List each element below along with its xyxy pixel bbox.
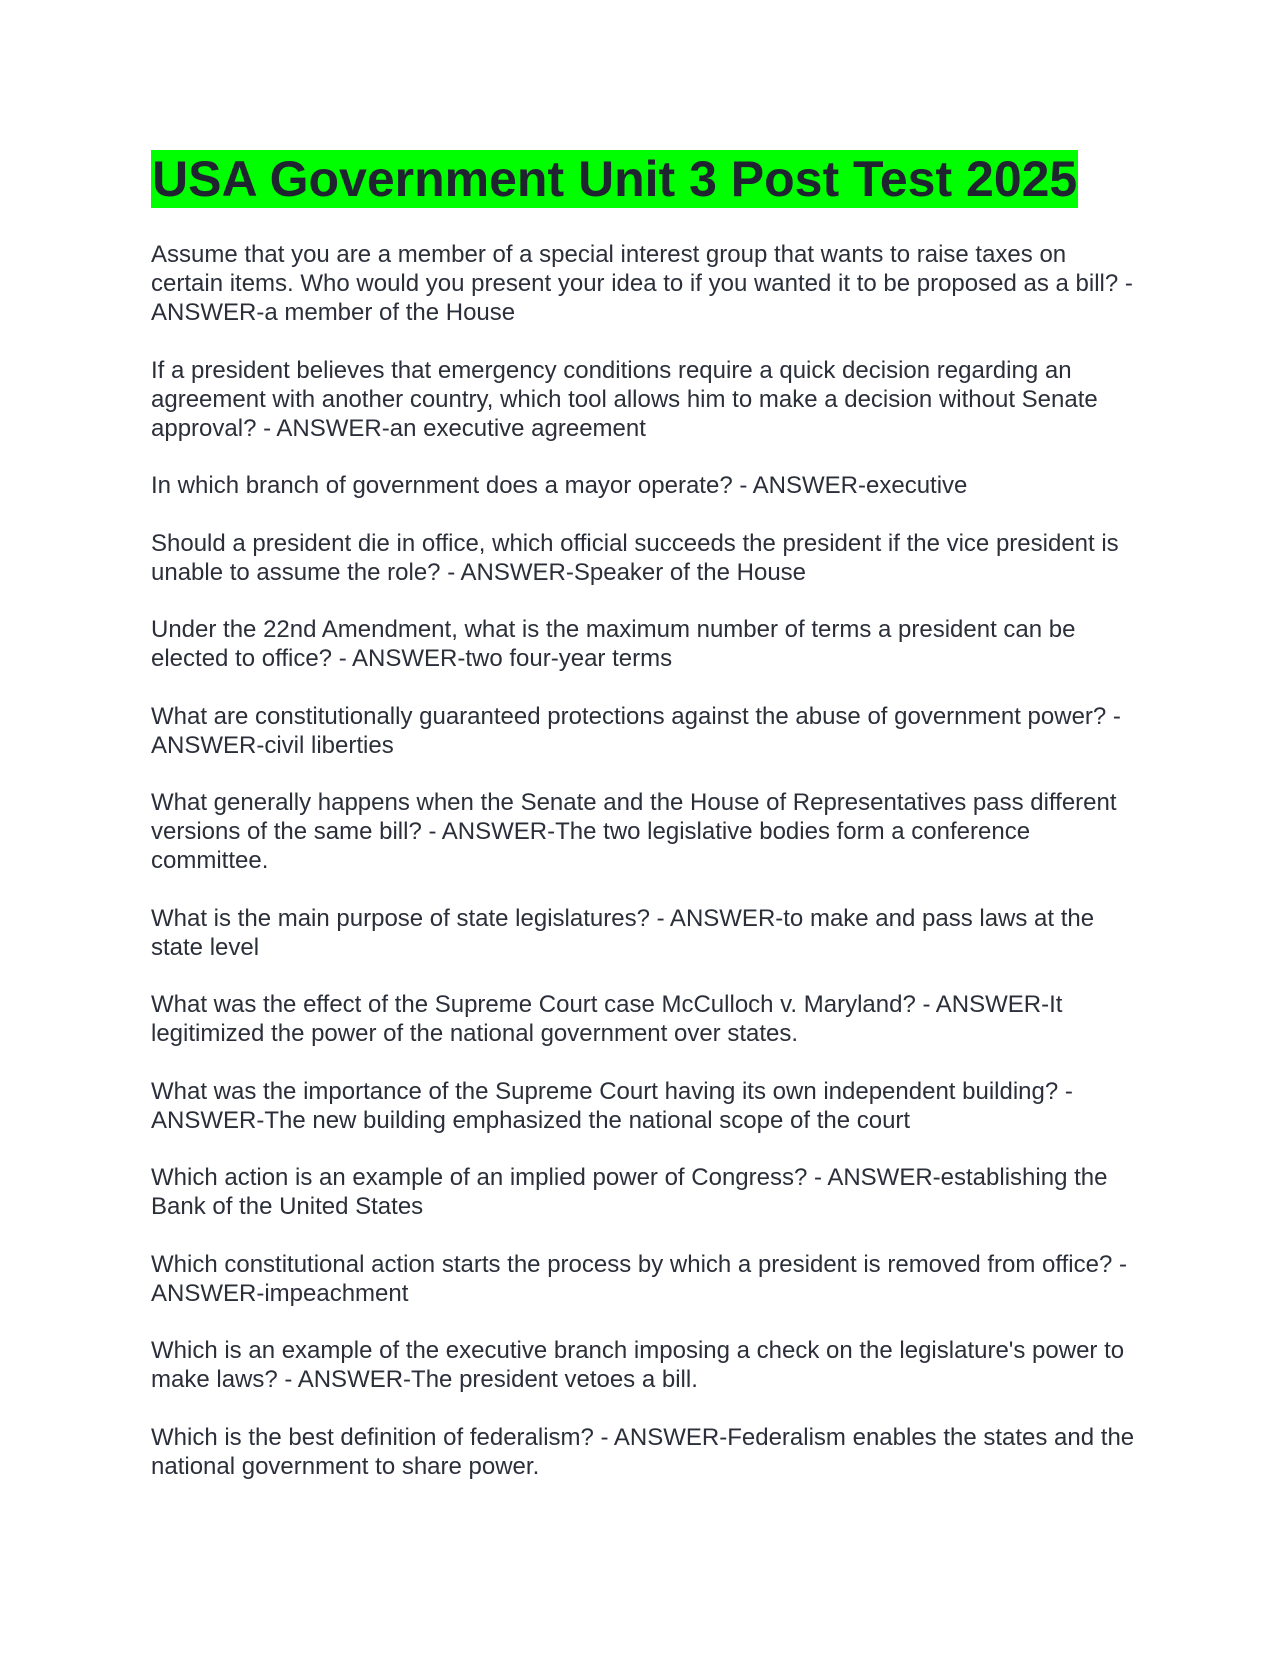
qa-item: Which constitutional action starts the process by which a president is removed from office? - ANSWER-impeachment xyxy=(151,1250,1127,1307)
qa-item: If a president believes that emergency conditions require a quick decision regarding an agreement with another country, which tool allows him to make a decision without Senate approval? - ANSWER-an executive agreement xyxy=(151,356,1098,442)
qa-list xyxy=(151,240,1141,1481)
qa-item: What was the importance of the Supreme Court having its own independent building? - ANSWER-The new building emphasized the national scope of the court xyxy=(151,1077,1073,1134)
qa-item: Assume that you are a member of a special interest group that wants to raise taxes on certain items. Who would you present your idea to if you wanted it to be proposed as a bill? - ANSWER-a member of the House xyxy=(151,241,1133,326)
title-container xyxy=(151,150,1141,208)
qa-item: What is the main purpose of state legislatures? - ANSWER-to make and pass laws at the state level xyxy=(151,904,1095,961)
qa-item: Which is the best definition of federalism? - ANSWER-Federalism enables the states and the national government to share power. xyxy=(151,1423,1135,1480)
qa-item: Should a president die in office, which official succeeds the president if the vice president is unable to assume the role? - ANSWER-Speaker of the House xyxy=(151,529,1119,586)
qa-item: In which branch of government does a mayor operate? - ANSWER-executive xyxy=(151,472,968,499)
qa-item: What was the effect of the Supreme Court case McCulloch v. Maryland? - ANSWER-It legitimized the power of the national government over states. xyxy=(151,991,1063,1047)
qa-item: Which action is an example of an implied power of Congress? - ANSWER-establishing the Bank of the United States xyxy=(151,1164,1108,1220)
qa-item: What generally happens when the Senate and the House of Representatives pass different versions of the same bill? - ANSWER-The two legislative bodies form a conference committee. xyxy=(151,789,1117,874)
qa-item: What are constitutionally guaranteed protections against the abuse of government power? - ANSWER-civil liberties xyxy=(151,702,1121,759)
document-page xyxy=(151,150,1141,1509)
qa-item: Which is an example of the executive branch imposing a check on the legislature's power to make laws? - ANSWER-The president vetoes a bill. xyxy=(151,1337,1125,1393)
document-title: USA Government Unit 3 Post Test 2025 xyxy=(152,151,1078,207)
qa-item: Under the 22nd Amendment, what is the maximum number of terms a president can be elected to office? - ANSWER-two four-year terms xyxy=(151,616,1076,672)
